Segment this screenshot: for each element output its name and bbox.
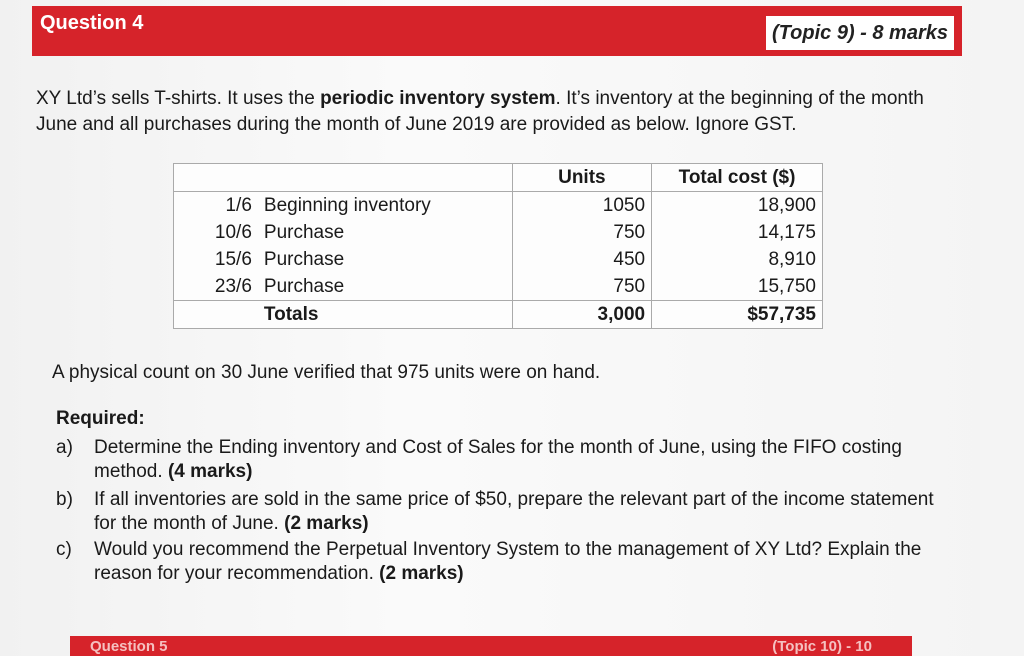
totals-cost: $57,735	[652, 301, 823, 329]
row-desc: Purchase	[263, 275, 345, 297]
row-date: 10/6	[214, 221, 252, 243]
row-date: 23/6	[214, 275, 252, 297]
row-cost: 15,750	[652, 273, 823, 301]
intro-paragraph	[36, 86, 936, 138]
required-heading: Required:	[56, 408, 145, 429]
item-text: Determine the Ending inventory and Cost of Sales for the month of June, using the FIFO costing method.	[94, 437, 902, 482]
row-desc: Purchase	[263, 248, 345, 270]
topic-marks-label: (Topic 9) - 8 marks	[766, 16, 954, 50]
next-question-title: Question 5	[90, 638, 168, 655]
row-units: 750	[512, 219, 651, 246]
table-row	[174, 273, 823, 301]
required-item-a	[56, 436, 936, 484]
row-units: 450	[512, 246, 651, 273]
question-title: Question 4	[40, 12, 144, 34]
table-row	[174, 246, 823, 273]
required-item-c	[56, 538, 936, 586]
question-header-bar	[32, 6, 962, 56]
intro-bold: periodic inventory system	[320, 88, 556, 109]
item-marks: (4 marks)	[167, 461, 253, 482]
row-date: 15/6	[214, 248, 252, 270]
item-text: If all inventories are sold in the same price of $50, prepare the relevant part of the income statement for the month of June.	[94, 489, 934, 534]
item-marks: (2 marks)	[379, 563, 464, 584]
row-desc: Beginning inventory	[263, 194, 431, 216]
intro-text-2: . It’s inventory at the beginning of the month June and all purchases during the month of June 2019 are provided as below. Ignore GST.	[36, 88, 924, 135]
row-units: 1050	[512, 192, 651, 220]
item-marker: a)	[56, 437, 73, 458]
intro-text-1: XY Ltd’s sells T-shirts. It uses the	[36, 88, 321, 109]
item-marks: (2 marks)	[284, 513, 369, 534]
totals-units: 3,000	[512, 301, 651, 329]
physical-count-text: A physical count on 30 June verified that 975 units were on hand.	[52, 362, 601, 383]
row-cost: 14,175	[652, 219, 823, 246]
inventory-table	[173, 163, 823, 329]
item-marker: c)	[56, 539, 72, 560]
row-date: 1/6	[225, 194, 252, 216]
table-row	[174, 192, 823, 220]
totals-label: Totals	[258, 301, 512, 329]
units-header: Units	[512, 164, 651, 192]
cost-header: Total cost ($)	[652, 164, 823, 192]
item-text: Would you recommend the Perpetual Inventory System to the management of XY Ltd? Explain the reason for your recommendation.	[94, 539, 922, 584]
next-topic-marks: (Topic 10) - 10	[772, 638, 872, 655]
required-item-b	[56, 488, 936, 536]
table-row	[174, 219, 823, 246]
row-cost: 18,900	[652, 192, 823, 220]
totals-row	[174, 301, 823, 329]
table-header-row	[174, 164, 823, 192]
row-desc: Purchase	[263, 221, 345, 243]
item-marker: b)	[56, 489, 73, 510]
row-cost: 8,910	[652, 246, 823, 273]
row-units: 750	[512, 273, 651, 301]
next-question-bar	[70, 636, 912, 656]
